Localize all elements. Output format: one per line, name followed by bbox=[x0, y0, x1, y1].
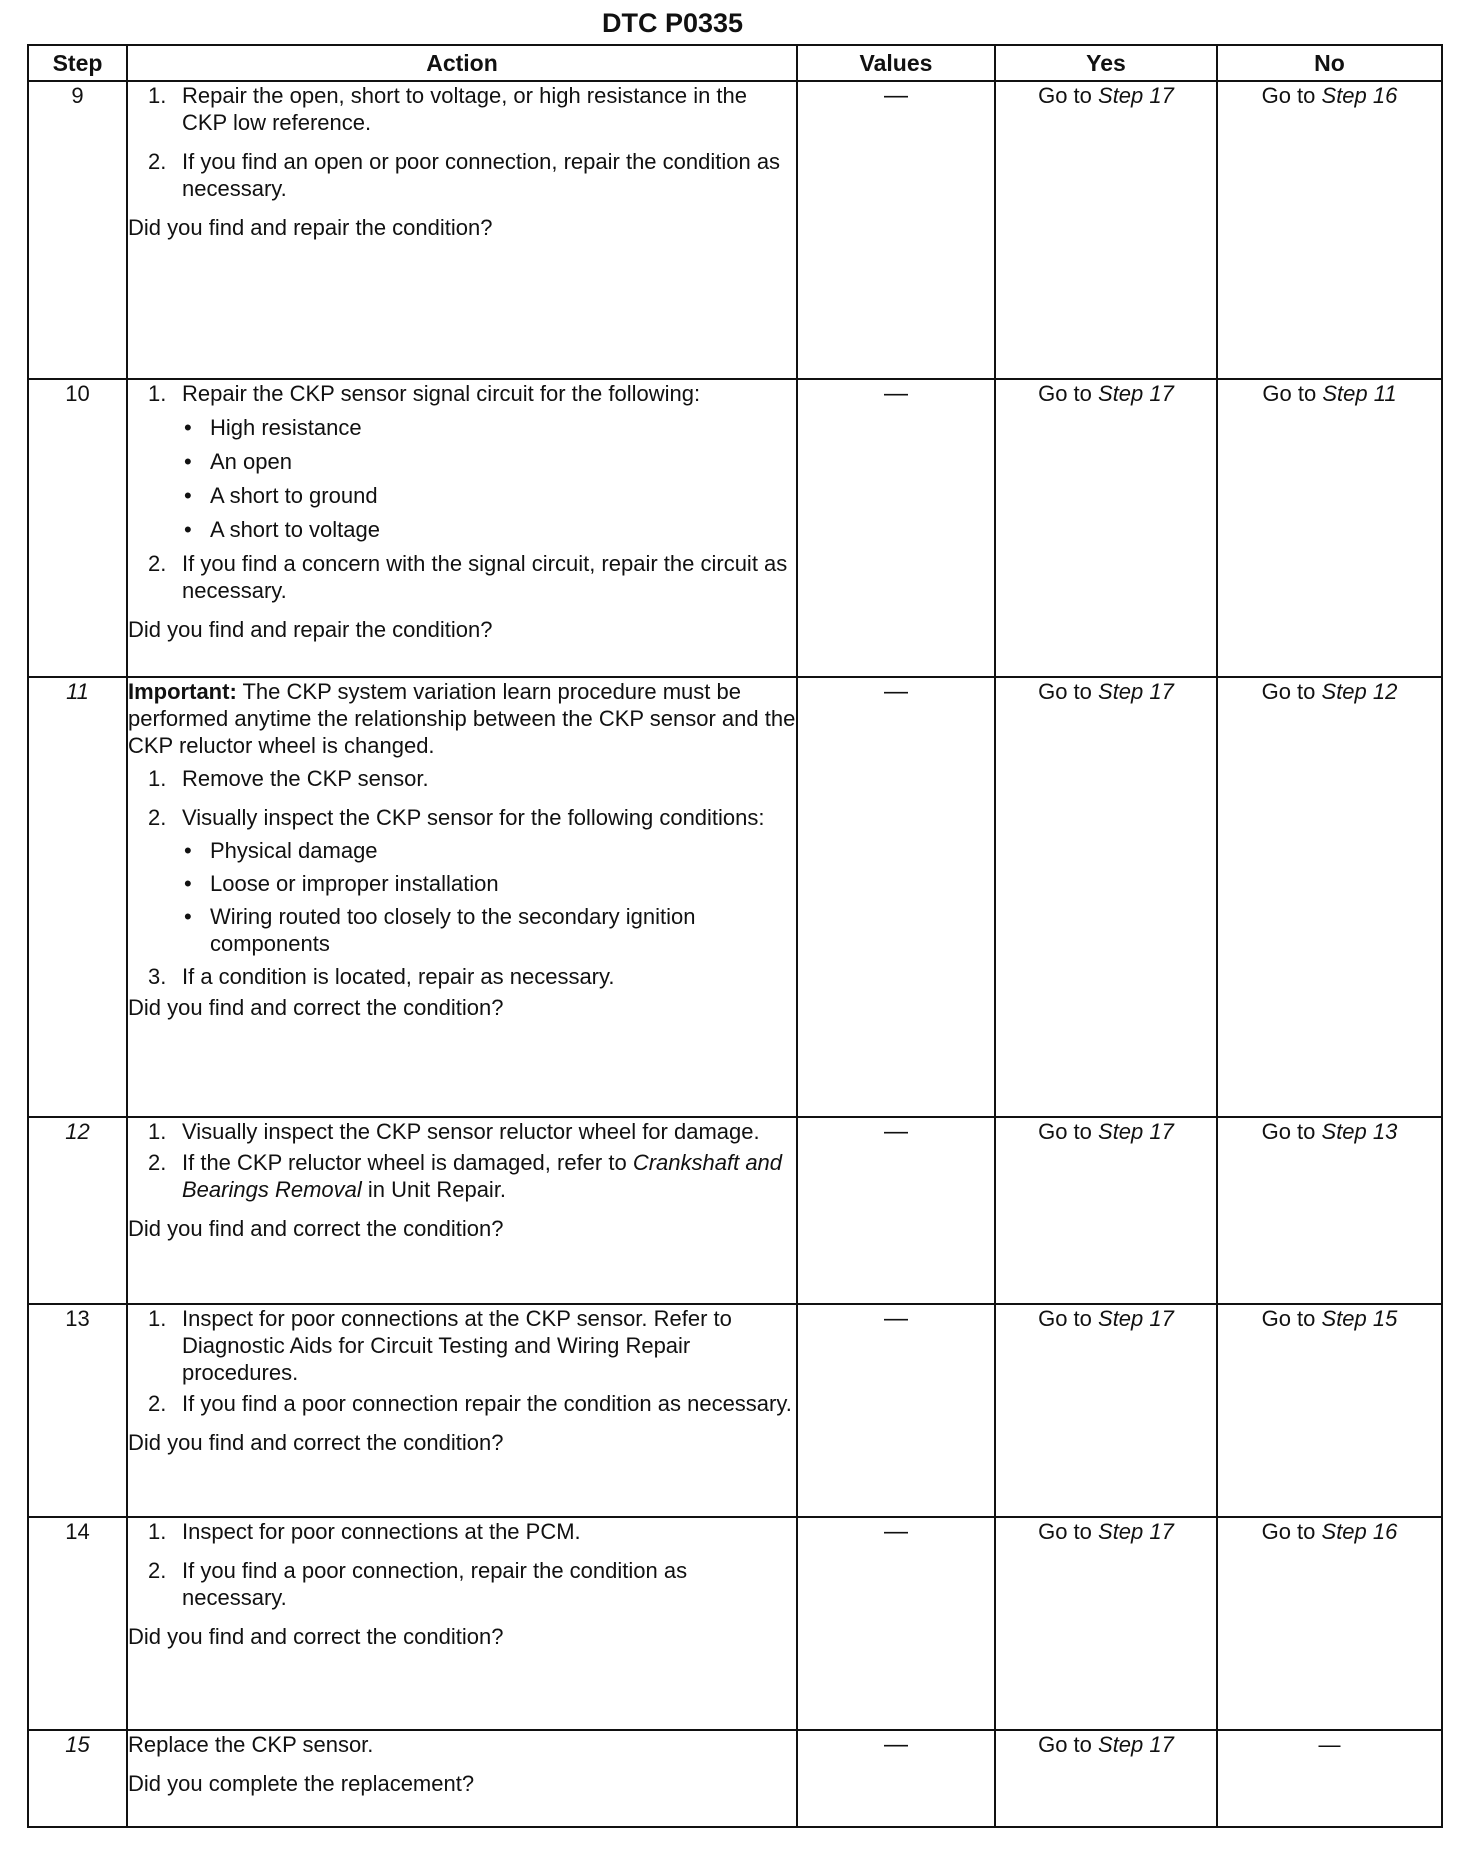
action-item: 2. If you find a concern with the signal circuit, repair the circuit as necessary. bbox=[148, 551, 788, 603]
values-cell: — bbox=[797, 1730, 995, 1827]
bullet-item: • An open bbox=[184, 449, 292, 474]
table-row-step-14 bbox=[28, 1517, 1442, 1730]
action-item: 1. Remove the CKP sensor. bbox=[148, 766, 429, 791]
important-note: Important: The CKP system variation learn procedure must be performed anytime the relationship between the CKP sensor and the CKP reluctor wheel is changed. bbox=[128, 679, 796, 758]
yes-cell: Go to Step 17 bbox=[995, 1304, 1217, 1517]
action-item: 1. Visually inspect the CKP sensor reluctor wheel for damage. bbox=[148, 1119, 760, 1144]
action-item: 1. Repair the open, short to voltage, or high resistance in the CKP low reference. bbox=[148, 83, 748, 135]
action-question: Did you find and correct the condition? bbox=[128, 1624, 504, 1649]
yes-cell: Go to Step 17 bbox=[995, 1117, 1217, 1304]
action-item: 2. If you find an open or poor connection, repair the condition as necessary. bbox=[148, 149, 781, 201]
table-row-step-15 bbox=[28, 1730, 1442, 1827]
step-number: 15 bbox=[28, 1730, 127, 1827]
header-step: Step bbox=[28, 45, 127, 81]
no-cell: — bbox=[1217, 1730, 1442, 1827]
yes-cell: Go to Step 17 bbox=[995, 677, 1217, 1117]
step-number: 14 bbox=[28, 1517, 127, 1730]
yes-cell: Go to Step 17 bbox=[995, 379, 1217, 677]
action-question: Did you find and repair the condition? bbox=[128, 617, 493, 642]
action-cell bbox=[127, 379, 797, 677]
bullet-item: • A short to ground bbox=[184, 483, 378, 508]
no-cell: Go to Step 15 bbox=[1217, 1304, 1442, 1517]
action-cell bbox=[127, 1730, 797, 1827]
bullet-item: • Physical damage bbox=[184, 838, 378, 863]
page-title: DTC P0335 bbox=[601, 8, 744, 38]
action-question: Did you find and repair the condition? bbox=[128, 215, 493, 240]
action-item: 1. Repair the CKP sensor signal circuit for the following: bbox=[148, 381, 701, 406]
action-cell bbox=[127, 1117, 797, 1304]
table-row-step-9 bbox=[28, 81, 1442, 379]
step-number: 10 bbox=[28, 379, 127, 677]
table-row-step-12 bbox=[28, 1117, 1442, 1304]
diagnostic-table bbox=[27, 44, 1443, 1828]
bullet-item: • High resistance bbox=[184, 415, 362, 440]
action-item: 2. If you find a poor connection, repair the condition as necessary. bbox=[148, 1558, 688, 1610]
table-row-step-13 bbox=[28, 1304, 1442, 1517]
no-cell: Go to Step 12 bbox=[1217, 677, 1442, 1117]
action-line: Replace the CKP sensor. bbox=[128, 1732, 374, 1757]
step-number: 11 bbox=[28, 677, 127, 1117]
action-item: 1. Inspect for poor connections at the PCM. bbox=[148, 1519, 581, 1544]
no-cell: Go to Step 11 bbox=[1217, 379, 1442, 677]
values-cell: — bbox=[797, 1117, 995, 1304]
header-values: Values bbox=[797, 45, 995, 81]
action-cell bbox=[127, 81, 797, 379]
values-cell: — bbox=[797, 1304, 995, 1517]
action-question: Did you find and correct the condition? bbox=[128, 1216, 504, 1241]
yes-cell: Go to Step 17 bbox=[995, 1730, 1217, 1827]
values-cell: — bbox=[797, 81, 995, 379]
step-number: 12 bbox=[28, 1117, 127, 1304]
values-cell: — bbox=[797, 1517, 995, 1730]
header-action: Action bbox=[127, 45, 797, 81]
header-yes: Yes bbox=[995, 45, 1217, 81]
no-cell: Go to Step 16 bbox=[1217, 1517, 1442, 1730]
values-cell: — bbox=[797, 379, 995, 677]
header-no: No bbox=[1217, 45, 1442, 81]
action-cell bbox=[127, 1517, 797, 1730]
table-row-step-11 bbox=[28, 677, 1442, 1117]
action-item: 2. Visually inspect the CKP sensor for the following conditions: bbox=[148, 805, 765, 830]
bullet-item: • Loose or improper installation bbox=[184, 871, 499, 896]
no-cell: Go to Step 13 bbox=[1217, 1117, 1442, 1304]
action-question: Did you complete the replacement? bbox=[128, 1771, 475, 1796]
action-item: 2. If the CKP reluctor wheel is damaged, refer to Crankshaft and Bearings Removal in Unit Repair. bbox=[148, 1150, 783, 1202]
bullet-item: • Wiring routed too closely to the secondary ignition components bbox=[184, 904, 696, 956]
action-item: 1. Inspect for poor connections at the CKP sensor. Refer to Diagnostic Aids for Circuit Testing and Wiring Repair procedures. bbox=[148, 1306, 732, 1385]
action-cell bbox=[127, 677, 797, 1117]
table-row-step-10 bbox=[28, 379, 1442, 677]
step-number: 9 bbox=[28, 81, 127, 379]
action-cell bbox=[127, 1304, 797, 1517]
action-question: Did you find and correct the condition? bbox=[128, 995, 504, 1020]
yes-cell: Go to Step 17 bbox=[995, 81, 1217, 379]
bullet-item: • A short to voltage bbox=[184, 517, 380, 542]
values-cell: — bbox=[797, 677, 995, 1117]
no-cell: Go to Step 16 bbox=[1217, 81, 1442, 379]
action-item: 3. If a condition is located, repair as necessary. bbox=[148, 964, 615, 989]
yes-cell: Go to Step 17 bbox=[995, 1517, 1217, 1730]
step-number: 13 bbox=[28, 1304, 127, 1517]
header-row bbox=[28, 45, 1442, 81]
action-question: Did you find and correct the condition? bbox=[128, 1430, 504, 1455]
action-item: 2. If you find a poor connection repair the condition as necessary. bbox=[148, 1391, 792, 1416]
